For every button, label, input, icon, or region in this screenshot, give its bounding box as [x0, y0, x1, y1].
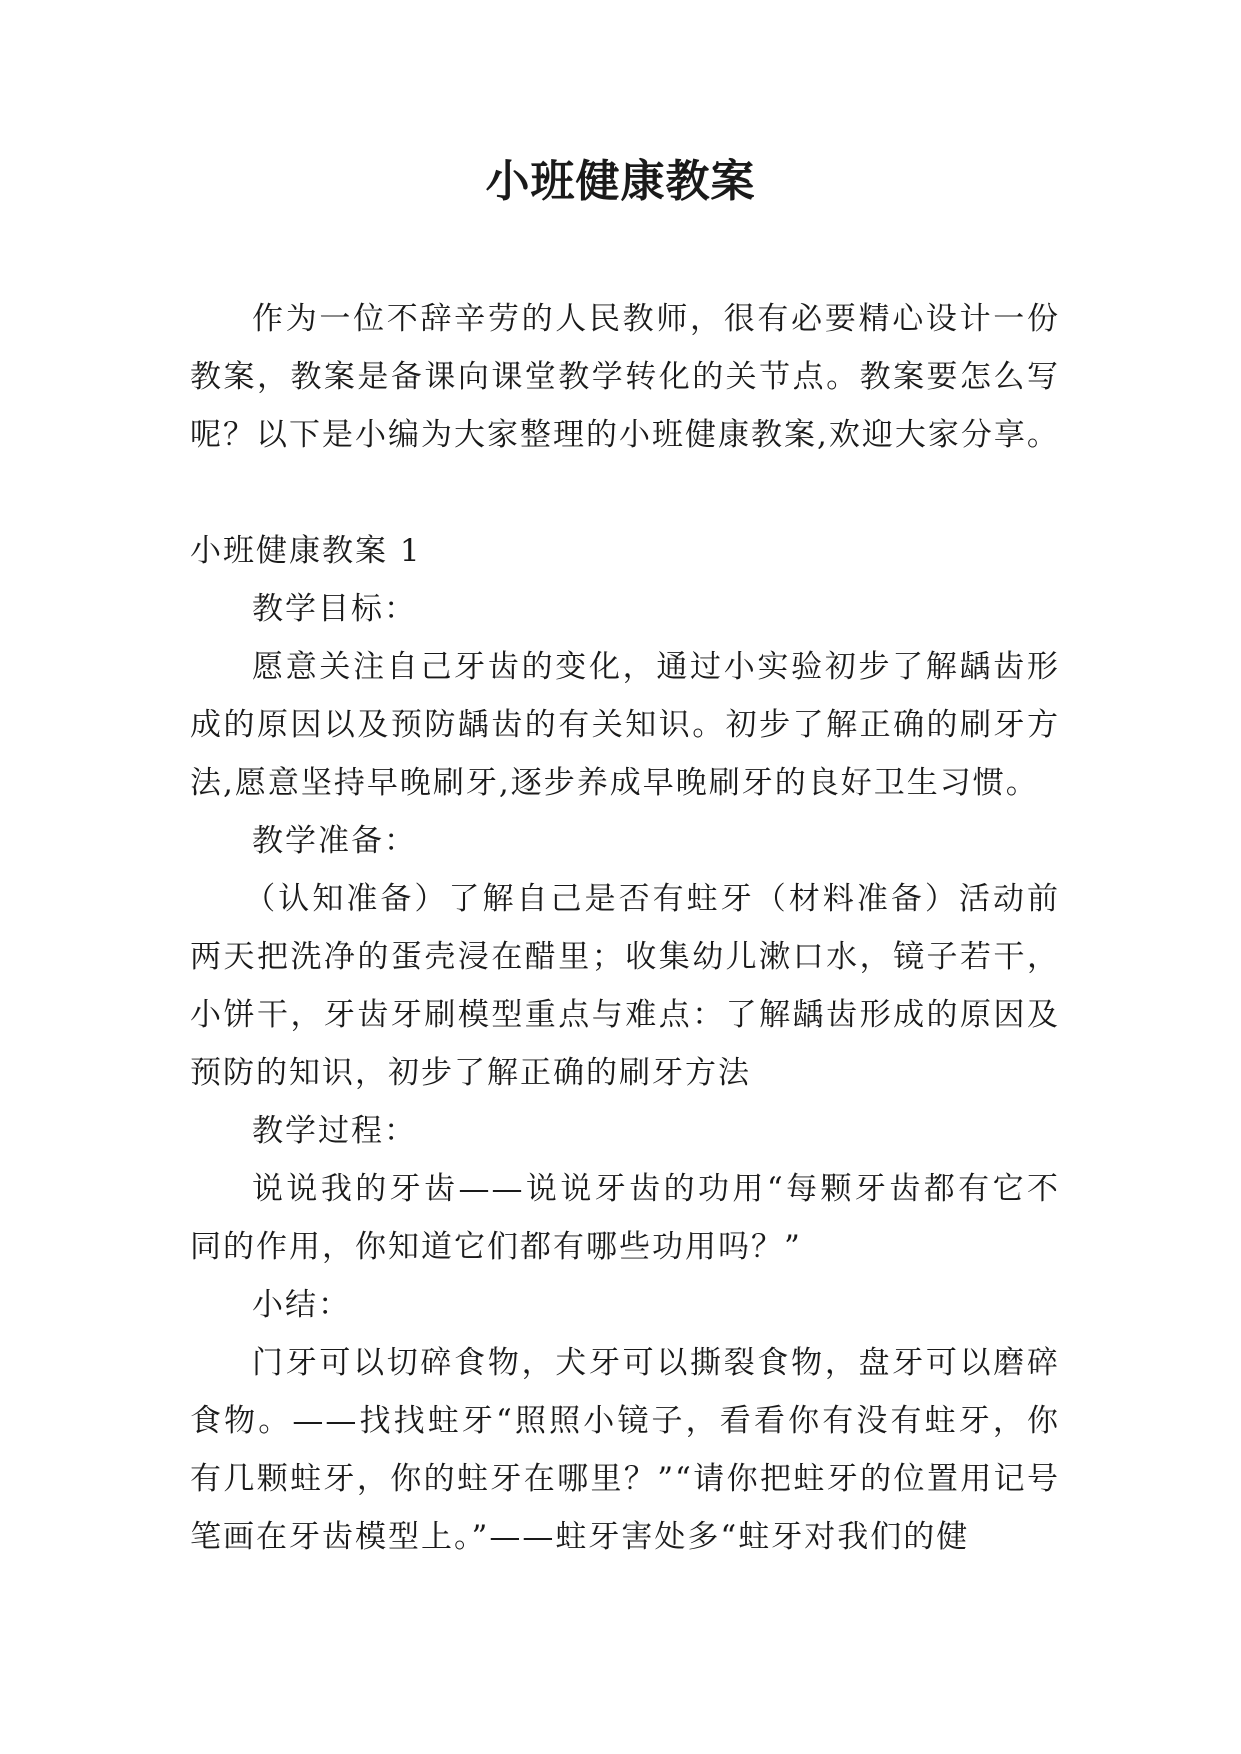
- document-title: 小班健康教案: [485, 156, 756, 207]
- summary-paragraph: 门牙可以切碎食物，犬牙可以撕裂食物，盘牙可以磨碎食物。——找找蛀牙“照照小镜子，看看你有没有蛀牙，你有几颗蛀牙，你的蛀牙在哪里？”“请你把蛀牙的位置用记号笔画在牙齿模型上。”——蛀牙害处多“蛀牙对我们的健: [190, 1345, 1060, 1555]
- process-paragraph: 说说我的牙齿——说说牙齿的功用“每颗牙齿都有它不同的作用，你知道它们都有哪些功用吗？”: [190, 1171, 1060, 1265]
- intro-paragraph: 作为一位不辞辛劳的人民教师，很有必要精心设计一份教案，教案是备课向课堂教学转化的关节点。教案要怎么写呢？以下是小编为大家整理的小班健康教案,欢迎大家分享。: [190, 301, 1060, 453]
- subheading-objectives: 教学目标：: [252, 591, 417, 627]
- subheading-summary: 小结：: [252, 1287, 351, 1323]
- section-heading: 小班健康教案 1: [190, 533, 422, 569]
- document-body: [190, 290, 1060, 1566]
- preparation-paragraph: （认知准备）了解自己是否有蛀牙（材料准备）活动前两天把洗净的蛋壳浸在醋里；收集幼儿漱口水，镜子若干，小饼干，牙齿牙刷模型重点与难点：了解龋齿形成的原因及预防的知识，初步了解正确的刷牙方法: [190, 881, 1060, 1091]
- objectives-paragraph: 愿意关注自己牙齿的变化，通过小实验初步了解龋齿形成的原因以及预防龋齿的有关知识。初步了解正确的刷牙方法,愿意坚持早晚刷牙,逐步养成早晚刷牙的良好卫生习惯。: [190, 649, 1060, 801]
- subheading-preparation: 教学准备：: [252, 823, 417, 859]
- subheading-process: 教学过程：: [252, 1113, 417, 1149]
